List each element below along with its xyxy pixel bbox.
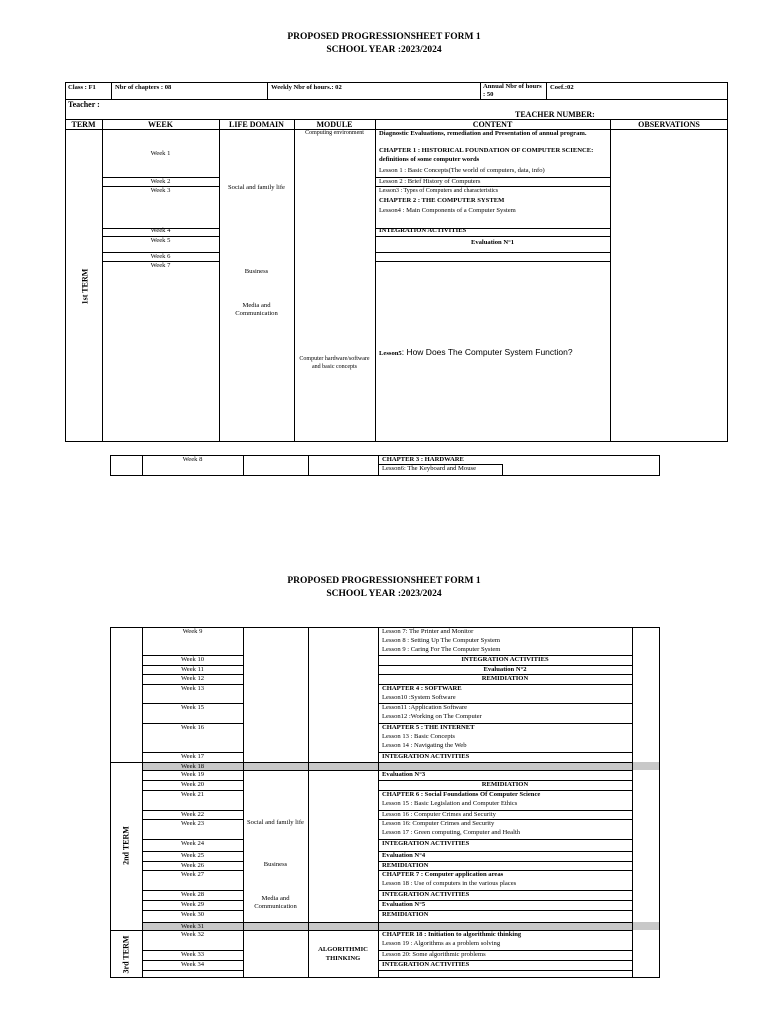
p2-week-label: Week 24 (180, 840, 205, 847)
p2-content-line: Evaluation N°3 (382, 771, 426, 778)
weekly-hours-label: Weekly Nbr of hours.: 02 (271, 84, 342, 91)
page2-school-year: SCHOOL YEAR :2023/2024 (326, 589, 442, 599)
page2-title: PROPOSED PROGRESSIONSHEET FORM 1 (287, 576, 481, 586)
p2-week-label: Week 26 (180, 862, 205, 869)
term1-label: 1st TERM (80, 268, 90, 305)
p2-week-label: Week 12 (180, 675, 205, 682)
content-lesson3: Lesson3 : Types of Computers and characteristics (379, 188, 499, 194)
p2-module-algorithmic: ALGORITHMIC THINKING (318, 946, 368, 962)
p2-content-line: CHAPTER 4 : SOFTWARE (382, 685, 462, 692)
week-5: Week 5 (150, 237, 171, 244)
header-module: MODULE (316, 120, 353, 129)
teacher-row (65, 100, 728, 120)
header-content: CONTENT (472, 120, 513, 129)
p2-week-label: Week 29 (180, 901, 205, 908)
p2-life-domain-social: Social and family life (247, 819, 304, 826)
p2-life-domain-media: Media and Communication (254, 895, 297, 910)
week-6: Week 6 (150, 253, 171, 260)
lesson5-prefix: Lesson5 (379, 350, 402, 357)
p2-content-line: INTEGRATION ACTIVITIES (461, 656, 549, 663)
p2-content-line: REMIDIATION (481, 675, 529, 682)
content-lesson4: Lesson4 : Main Components of a Computer System (379, 207, 516, 214)
week-3: Week 3 (150, 187, 171, 194)
page1-school-year: SCHOOL YEAR :2023/2024 (326, 45, 442, 55)
content-integration-1: INTEGRATION ACTIVITIES (379, 227, 467, 234)
p2-content-line: CHAPTER 7 : Computer application areas (382, 871, 504, 878)
p2-content-line: INTEGRATION ACTIVITIES (382, 961, 470, 968)
module-computing-environment: Computing environment (305, 130, 364, 136)
content-lesson5 (379, 347, 573, 359)
content-lesson1: Lesson 1 : Basic Concepts(The world of computers, data, info) (379, 167, 545, 174)
p2-week-label: Week 13 (180, 685, 205, 692)
p2-content-line: INTEGRATION ACTIVITIES (382, 840, 470, 847)
p2-week-label: Week 9 (182, 628, 203, 635)
p2-content-line: Lesson 14 : Navigating the Web (382, 742, 467, 749)
content-chapter2: CHAPTER 2 : THE COMPUTER SYSTEM (379, 197, 505, 204)
p2-content-line: Lesson 20: Some algorithmic problems (382, 951, 486, 958)
p2-week-label: Week 34 (180, 961, 205, 968)
header-week: WEEK (148, 120, 173, 129)
term3-label: 3rd TERM (121, 935, 131, 974)
content-evaluation-1: Evaluation N°1 (470, 239, 515, 246)
header-life-domain: LIFE DOMAIN (229, 120, 284, 129)
p2-week-label: Week 23 (180, 820, 205, 827)
teacher-label: Teacher : (68, 100, 100, 109)
p2-content-line: REMIDIATION (481, 781, 529, 788)
p2-week-label: Week 16 (180, 724, 205, 731)
p2-week-label: Week 17 (180, 753, 205, 760)
p2-week-label: Week 15 (180, 704, 205, 711)
week-8: Week 8 (182, 456, 203, 463)
p2-content-line: Lesson10 :System Software (382, 694, 456, 701)
p2-week-label: Week 27 (180, 871, 205, 878)
p2-content-line: Lesson 19 : Algorithms as a problem solving (382, 940, 501, 947)
content-lesson2: Lesson 2 : Brief History of Computers (379, 178, 481, 185)
week-7: Week 7 (150, 262, 171, 269)
page1-title: PROPOSED PROGRESSIONSHEET FORM 1 (287, 32, 481, 42)
p2-week-label: Week 22 (180, 811, 205, 818)
p2-week-label: Week 20 (180, 781, 205, 788)
p2-week-label: Week 30 (180, 911, 205, 918)
term2-label: 2nd TERM (121, 826, 131, 865)
p2-content-line: Lesson12 :Working on The Computer (382, 713, 482, 720)
p2-content-line: Lesson 17 : Green computing, Computer and Health (382, 829, 521, 836)
life-domain-social: Social and family life (228, 184, 285, 191)
p2-week-label: Week 10 (180, 656, 205, 663)
p2-content-line: REMIDIATION (382, 911, 429, 918)
p2-content-line: CHAPTER 5 : THE INTERNET (382, 724, 475, 731)
p2-life-domain-business: Business (263, 861, 288, 868)
lesson5-title: : How Does The Computer System Function? (401, 347, 573, 357)
week-2: Week 2 (150, 178, 171, 185)
p2-content-line: Lesson 16 : Computer Crimes and Security (382, 811, 496, 818)
p2-content-line: Lesson 8 : Setting Up The Computer System (382, 637, 501, 644)
annual-hours-label: Annual Nbr of hours : 50 (483, 83, 542, 98)
p2-week-label: Week 31 (180, 923, 205, 930)
p2-week-label: Week 18 (180, 763, 205, 770)
life-domain-business: Business (244, 268, 269, 275)
p2-content-line: Lesson 18 : Use of computers in the various places (382, 880, 517, 887)
chapters-label: Nbr of chapters : 08 (115, 84, 172, 91)
content-chapter1: CHAPTER 1 : HISTORICAL FOUNDATION OF COMPUTER SCIENCE: definitions of some computer words (379, 147, 594, 163)
p2-week-label: Week 19 (180, 771, 205, 778)
p2-content-line: INTEGRATION ACTIVITIES (382, 891, 470, 898)
p2-week-label: Week 11 (181, 666, 204, 673)
p2-week-label: Week 33 (180, 951, 205, 958)
p2-content-line: REMIDIATION (382, 862, 429, 869)
p2-content-line: Evaluation N°2 (483, 666, 527, 673)
p2-content-line: CHAPTER 18 : Initiation to algorithmic thinking (382, 931, 522, 938)
p2-content-line: CHAPTER 6 : Social Foundations Of Computer Science (382, 791, 541, 798)
content-chapter3: CHAPTER 3 : HARDWARE (382, 456, 464, 463)
p2-content-line: Evaluation N°4 (382, 852, 426, 859)
p2-content-line: INTEGRATION ACTIVITIES (382, 753, 470, 760)
life-domain-media: Media and Communication (235, 302, 278, 317)
p2-content-line: Evaluation N°5 (382, 901, 426, 908)
content-diagnostic: Diagnostic Evaluations, remediation and Presentation of annual program. (379, 130, 587, 137)
p2-week-label: Week 25 (180, 852, 205, 859)
p2-week-label: Week 32 (180, 931, 205, 938)
teacher-number-label: TEACHER NUMBER: (515, 110, 595, 119)
p2-week-label: Week 21 (180, 791, 205, 798)
content-lesson6: Lesson6: The Keyboard and Mouse (382, 465, 477, 472)
p2-content-line: Lesson 9 : Caring For The Computer System (382, 646, 501, 653)
p2-content-line: Lesson 7: The Printer and Monitor (382, 628, 474, 635)
coef-label: Coef.:02 (550, 84, 574, 91)
header-term: TERM (71, 120, 96, 129)
week-4: Week 4 (150, 227, 171, 234)
p2-content-line: Lesson 16: Computer Crimes and Security (382, 820, 495, 827)
p2-content-line: Lesson 15 : Basic Legislation and Computer Ethics (382, 800, 518, 807)
week-1: Week 1 (150, 150, 171, 157)
p2-content-line: Lesson 13 : Basic Concepts (382, 733, 455, 740)
class-label: Class : F1 (68, 84, 96, 91)
header-observations: OBSERVATIONS (638, 120, 700, 129)
p2-week-label: Week 28 (180, 891, 205, 898)
p2-content-line: Lesson11 :Application Software (382, 704, 468, 711)
module-hardware-software: Computer hardware/software and basic concepts (299, 356, 370, 370)
